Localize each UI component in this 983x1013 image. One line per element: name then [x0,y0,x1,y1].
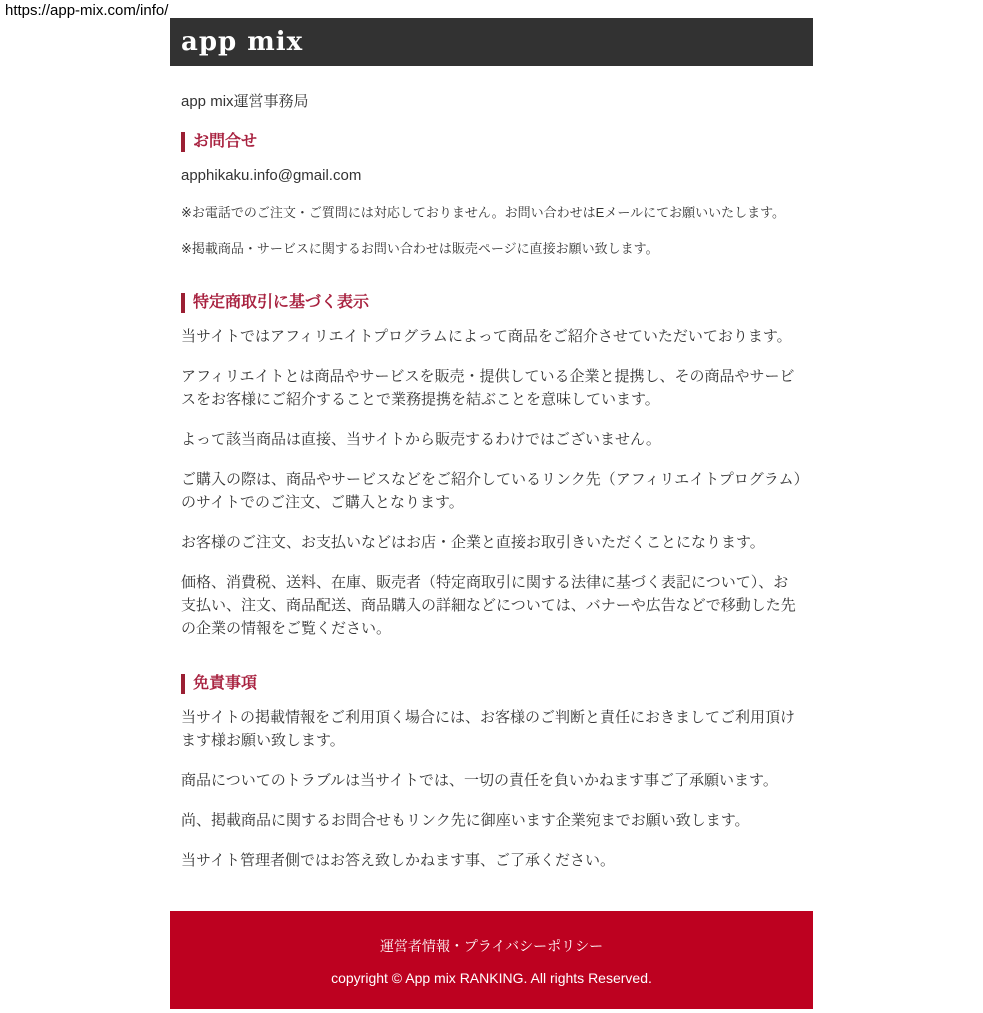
main-content [170,90,813,872]
section-commercial-law [181,293,802,640]
contact-email: apphikaku.info@gmail.com [181,167,362,184]
section-disclaimer [181,674,802,872]
page-container [170,18,813,1009]
contact-note-products: ※掲載商品・サービスに関するお問い合わせは販売ページに直接お願い致します。 [181,241,659,256]
disclaimer-paragraph: 当サイトの掲載情報をご利用頂く場合には、お客様のご判断と責任におきましてご利用頂けます様お願い致します。 [181,709,795,749]
section-contact [181,132,802,259]
footer-operator-privacy-link[interactable]: 運営者情報・プライバシーポリシー [379,938,604,954]
footer-copyright: copyright © App mix RANKING. All rights Reserved. [331,970,652,986]
commercial-law-heading: 特定商取引に基づく表示 [181,293,802,313]
disclaimer-paragraph: 尚、掲載商品に関するお問合せもリンク先に御座います企業宛までお願い致します。 [181,812,750,829]
site-footer [170,911,813,1009]
contact-heading: お問合せ [181,132,802,152]
commercial-law-paragraph: 価格、消費税、送料、在庫、販売者（特定商取引に関する法律に基づく表記について）、お支払い、注文、商品配送、商品購入の詳細などについては、バナーや広告などで移動した先の企業の情報をご覧ください。 [181,574,796,637]
disclaimer-paragraph: 商品についてのトラブルは当サイトでは、一切の責任を負いかねます事ご了承願います。 [181,772,778,789]
site-logo[interactable]: app mix [181,27,304,57]
disclaimer-heading: 免責事項 [181,674,802,694]
commercial-law-paragraph: よって該当商品は直接、当サイトから販売するわけではございません。 [181,431,661,448]
commercial-law-paragraph: アフィリエイトとは商品やサービスを販売・提供している企業と提携し、その商品やサービスをお客様にご紹介することで業務提携を結ぶことを意味しています。 [181,368,795,408]
site-header [170,18,813,66]
disclaimer-paragraph: 当サイト管理者側ではお答え致しかねます事、ご了承ください。 [181,852,615,869]
commercial-law-paragraph: お客様のご注文、お支払いなどはお店・企業と直接お取引きいただくことになります。 [181,534,765,551]
intro-text: app mix運営事務局 [181,93,309,110]
url-caption: https://app-mix.com/info/ [5,2,169,19]
commercial-law-paragraph: 当サイトではアフィリエイトプログラムによって商品をご紹介させていただいております。 [181,328,792,345]
contact-note-phone: ※お電話でのご注文・ご質問には対応しておりません。お問い合わせはEメールにてお願いいたします。 [181,205,786,220]
commercial-law-paragraph: ご購入の際は、商品やサービスなどをご紹介しているリンク先（アフィリエイトプログラム）のサイトでのご注文、ご購入となります。 [181,471,802,511]
